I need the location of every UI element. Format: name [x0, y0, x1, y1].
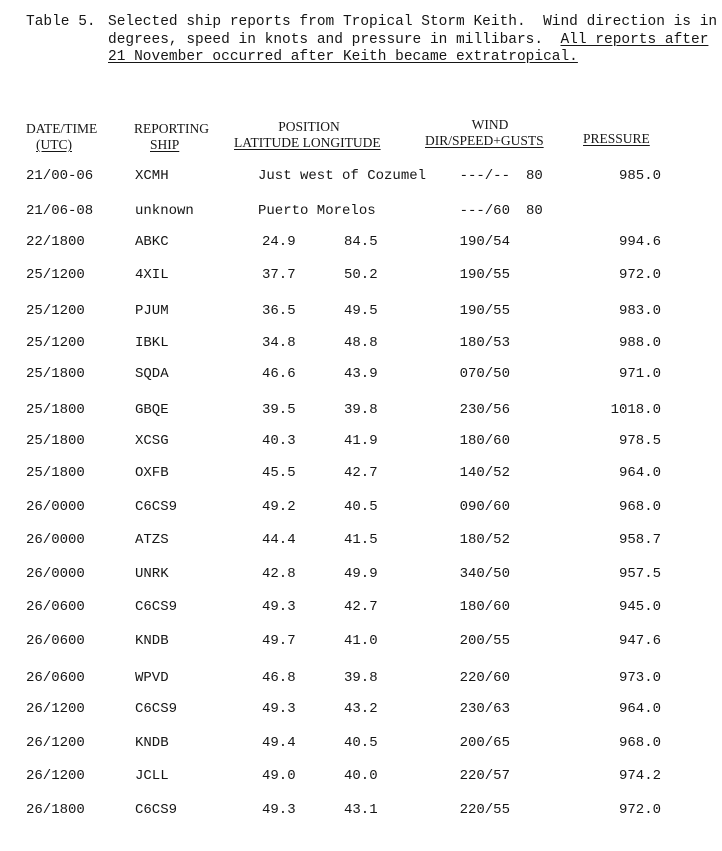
- pressure-cell: 972.0: [618, 802, 661, 818]
- wind-cell: 220/60: [459, 670, 510, 686]
- table-row: [0, 463, 722, 483]
- wind-cell: 140/52: [459, 465, 510, 481]
- header-utc: (UTC): [36, 137, 72, 152]
- latitude-cell: 36.5: [262, 303, 296, 319]
- longitude-cell: 42.7: [344, 465, 378, 481]
- caption-line-2: [108, 32, 708, 50]
- wind-cell: 230/56: [459, 402, 510, 418]
- header-pressure: PRESSURE: [583, 131, 650, 146]
- ship-cell: C6CS9: [135, 499, 178, 515]
- ship-cell: XCSG: [135, 433, 169, 449]
- date-time-cell: 26/1200: [26, 735, 85, 751]
- latitude-cell: 24.9: [262, 234, 296, 250]
- ship-cell: SQDA: [135, 366, 169, 382]
- wind-cell: 180/52: [459, 532, 510, 548]
- latitude-cell: 39.5: [262, 402, 296, 418]
- table-row: [0, 766, 722, 786]
- longitude-cell: 84.5: [344, 234, 378, 250]
- pressure-cell: 971.0: [618, 366, 661, 382]
- date-time-cell: 25/1800: [26, 433, 85, 449]
- pressure-cell: 985.0: [618, 168, 661, 184]
- ship-cell: C6CS9: [135, 599, 178, 615]
- latitude-cell: 46.8: [262, 670, 296, 686]
- date-time-cell: 26/0000: [26, 499, 85, 515]
- wind-cell: ---/--: [459, 168, 510, 184]
- pressure-cell: 945.0: [618, 599, 661, 615]
- pressure-cell: 968.0: [618, 499, 661, 515]
- longitude-cell: 41.9: [344, 433, 378, 449]
- table-row: [0, 333, 722, 353]
- longitude-cell: 40.5: [344, 499, 378, 515]
- latitude-cell: 49.3: [262, 599, 296, 615]
- latitude-cell: 40.3: [262, 433, 296, 449]
- ship-cell: OXFB: [135, 465, 169, 481]
- date-time-cell: 21/06-08: [26, 203, 94, 219]
- wind-cell: 090/60: [459, 499, 510, 515]
- latitude-cell: 46.6: [262, 366, 296, 382]
- longitude-cell: 50.2: [344, 267, 378, 283]
- location-cell: Puerto Morelos: [258, 203, 376, 219]
- date-time-cell: 26/0600: [26, 670, 85, 686]
- table-row: [0, 631, 722, 651]
- ship-cell: unknown: [135, 203, 194, 219]
- ship-cell: XCMH: [135, 168, 169, 184]
- longitude-cell: 43.1: [344, 802, 378, 818]
- wind-cell: ---/60: [459, 203, 510, 219]
- date-time-cell: 26/0600: [26, 633, 85, 649]
- caption-line-3-underlined: 21 November occurred after Keith became extratropical.: [108, 49, 578, 65]
- longitude-cell: 42.7: [344, 599, 378, 615]
- longitude-cell: 48.8: [344, 335, 378, 351]
- ship-cell: PJUM: [135, 303, 169, 319]
- gusts-cell: 80: [526, 168, 543, 184]
- table-row: [0, 497, 722, 517]
- latitude-cell: 49.3: [262, 802, 296, 818]
- ship-cell: WPVD: [135, 670, 169, 686]
- ship-cell: C6CS9: [135, 802, 178, 818]
- pressure-cell: 958.7: [618, 532, 661, 548]
- table-row: [0, 166, 722, 186]
- pressure-cell: 972.0: [618, 267, 661, 283]
- ship-cell: JCLL: [135, 768, 169, 784]
- table-row: [0, 733, 722, 753]
- table-row: [0, 364, 722, 384]
- longitude-cell: 41.0: [344, 633, 378, 649]
- date-time-cell: 25/1800: [26, 465, 85, 481]
- latitude-cell: 49.7: [262, 633, 296, 649]
- date-time-cell: 25/1200: [26, 267, 85, 283]
- pressure-cell: 973.0: [618, 670, 661, 686]
- ship-cell: 4XIL: [135, 267, 169, 283]
- pressure-cell: 964.0: [618, 701, 661, 717]
- header-lat-lon: LATITUDE LONGITUDE: [234, 135, 381, 150]
- longitude-cell: 43.9: [344, 366, 378, 382]
- location-cell: Just west of Cozumel: [258, 168, 427, 184]
- table-row: [0, 668, 722, 688]
- wind-cell: 200/65: [459, 735, 510, 751]
- header-date-time: DATE/TIME: [26, 121, 98, 136]
- date-time-cell: 26/0600: [26, 599, 85, 615]
- pressure-cell: 983.0: [618, 303, 661, 319]
- pressure-cell: 988.0: [618, 335, 661, 351]
- date-time-cell: 25/1800: [26, 402, 85, 418]
- table-label: Table 5.: [26, 14, 96, 30]
- date-time-cell: 25/1200: [26, 335, 85, 351]
- date-time-cell: 26/0000: [26, 532, 85, 548]
- wind-cell: 190/55: [459, 267, 510, 283]
- longitude-cell: 39.8: [344, 402, 378, 418]
- wind-cell: 180/60: [459, 599, 510, 615]
- caption-line-2-text: degrees, speed in knots and pressure in millibars.: [108, 31, 561, 48]
- header-wind: WIND: [471, 117, 509, 132]
- latitude-cell: 49.3: [262, 701, 296, 717]
- table-row: [0, 400, 722, 420]
- table-row: [0, 431, 722, 451]
- wind-cell: 190/54: [459, 234, 510, 250]
- date-time-cell: 26/0000: [26, 566, 85, 582]
- gusts-cell: 80: [526, 203, 543, 219]
- latitude-cell: 49.4: [262, 735, 296, 751]
- table-row: [0, 265, 722, 285]
- pressure-cell: 978.5: [618, 433, 661, 449]
- longitude-cell: 41.5: [344, 532, 378, 548]
- table-row: [0, 530, 722, 550]
- pressure-cell: 957.5: [618, 566, 661, 582]
- wind-cell: 230/63: [459, 701, 510, 717]
- wind-cell: 190/55: [459, 303, 510, 319]
- latitude-cell: 44.4: [262, 532, 296, 548]
- pressure-cell: 1018.0: [610, 402, 661, 418]
- table-row: [0, 699, 722, 719]
- ship-cell: IBKL: [135, 335, 169, 351]
- wind-cell: 340/50: [459, 566, 510, 582]
- ship-cell: UNRK: [135, 566, 169, 582]
- longitude-cell: 43.2: [344, 701, 378, 717]
- date-time-cell: 21/00-06: [26, 168, 94, 184]
- pressure-cell: 974.2: [618, 768, 661, 784]
- ship-cell: ABKC: [135, 234, 169, 250]
- date-time-cell: 25/1200: [26, 303, 85, 319]
- header-ship: SHIP: [150, 137, 180, 152]
- ship-cell: KNDB: [135, 633, 169, 649]
- table-row: [0, 564, 722, 584]
- ship-cell: KNDB: [135, 735, 169, 751]
- longitude-cell: 40.0: [344, 768, 378, 784]
- ship-cell: ATZS: [135, 532, 169, 548]
- longitude-cell: 40.5: [344, 735, 378, 751]
- longitude-cell: 39.8: [344, 670, 378, 686]
- latitude-cell: 49.0: [262, 768, 296, 784]
- ship-cell: GBQE: [135, 402, 169, 418]
- ship-cell: C6CS9: [135, 701, 178, 717]
- wind-cell: 180/60: [459, 433, 510, 449]
- latitude-cell: 34.8: [262, 335, 296, 351]
- date-time-cell: 22/1800: [26, 234, 85, 250]
- pressure-cell: 964.0: [618, 465, 661, 481]
- pressure-cell: 968.0: [618, 735, 661, 751]
- latitude-cell: 49.2: [262, 499, 296, 515]
- table-row: [0, 800, 722, 820]
- wind-cell: 070/50: [459, 366, 510, 382]
- table-row: [0, 301, 722, 321]
- wind-cell: 220/55: [459, 802, 510, 818]
- wind-cell: 220/57: [459, 768, 510, 784]
- wind-cell: 180/53: [459, 335, 510, 351]
- caption-line-2-underlined: All reports after: [560, 31, 709, 48]
- caption-line-1: Selected ship reports from Tropical Storm Keith. Wind direction is in: [108, 14, 718, 30]
- header-position: POSITION: [278, 119, 340, 134]
- date-time-cell: 25/1800: [26, 366, 85, 382]
- pressure-cell: 994.6: [618, 234, 661, 250]
- date-time-cell: 26/1800: [26, 802, 85, 818]
- latitude-cell: 42.8: [262, 566, 296, 582]
- date-time-cell: 26/1200: [26, 701, 85, 717]
- latitude-cell: 37.7: [262, 267, 296, 283]
- header-reporting: REPORTING: [134, 121, 209, 136]
- table-row: [0, 232, 722, 252]
- pressure-cell: 947.6: [618, 633, 661, 649]
- longitude-cell: 49.9: [344, 566, 378, 582]
- table-row: [0, 201, 722, 221]
- longitude-cell: 49.5: [344, 303, 378, 319]
- latitude-cell: 45.5: [262, 465, 296, 481]
- date-time-cell: 26/1200: [26, 768, 85, 784]
- table-row: [0, 597, 722, 617]
- wind-cell: 200/55: [459, 633, 510, 649]
- header-dir-speed-gusts: DIR/SPEED+GUSTS: [425, 133, 544, 148]
